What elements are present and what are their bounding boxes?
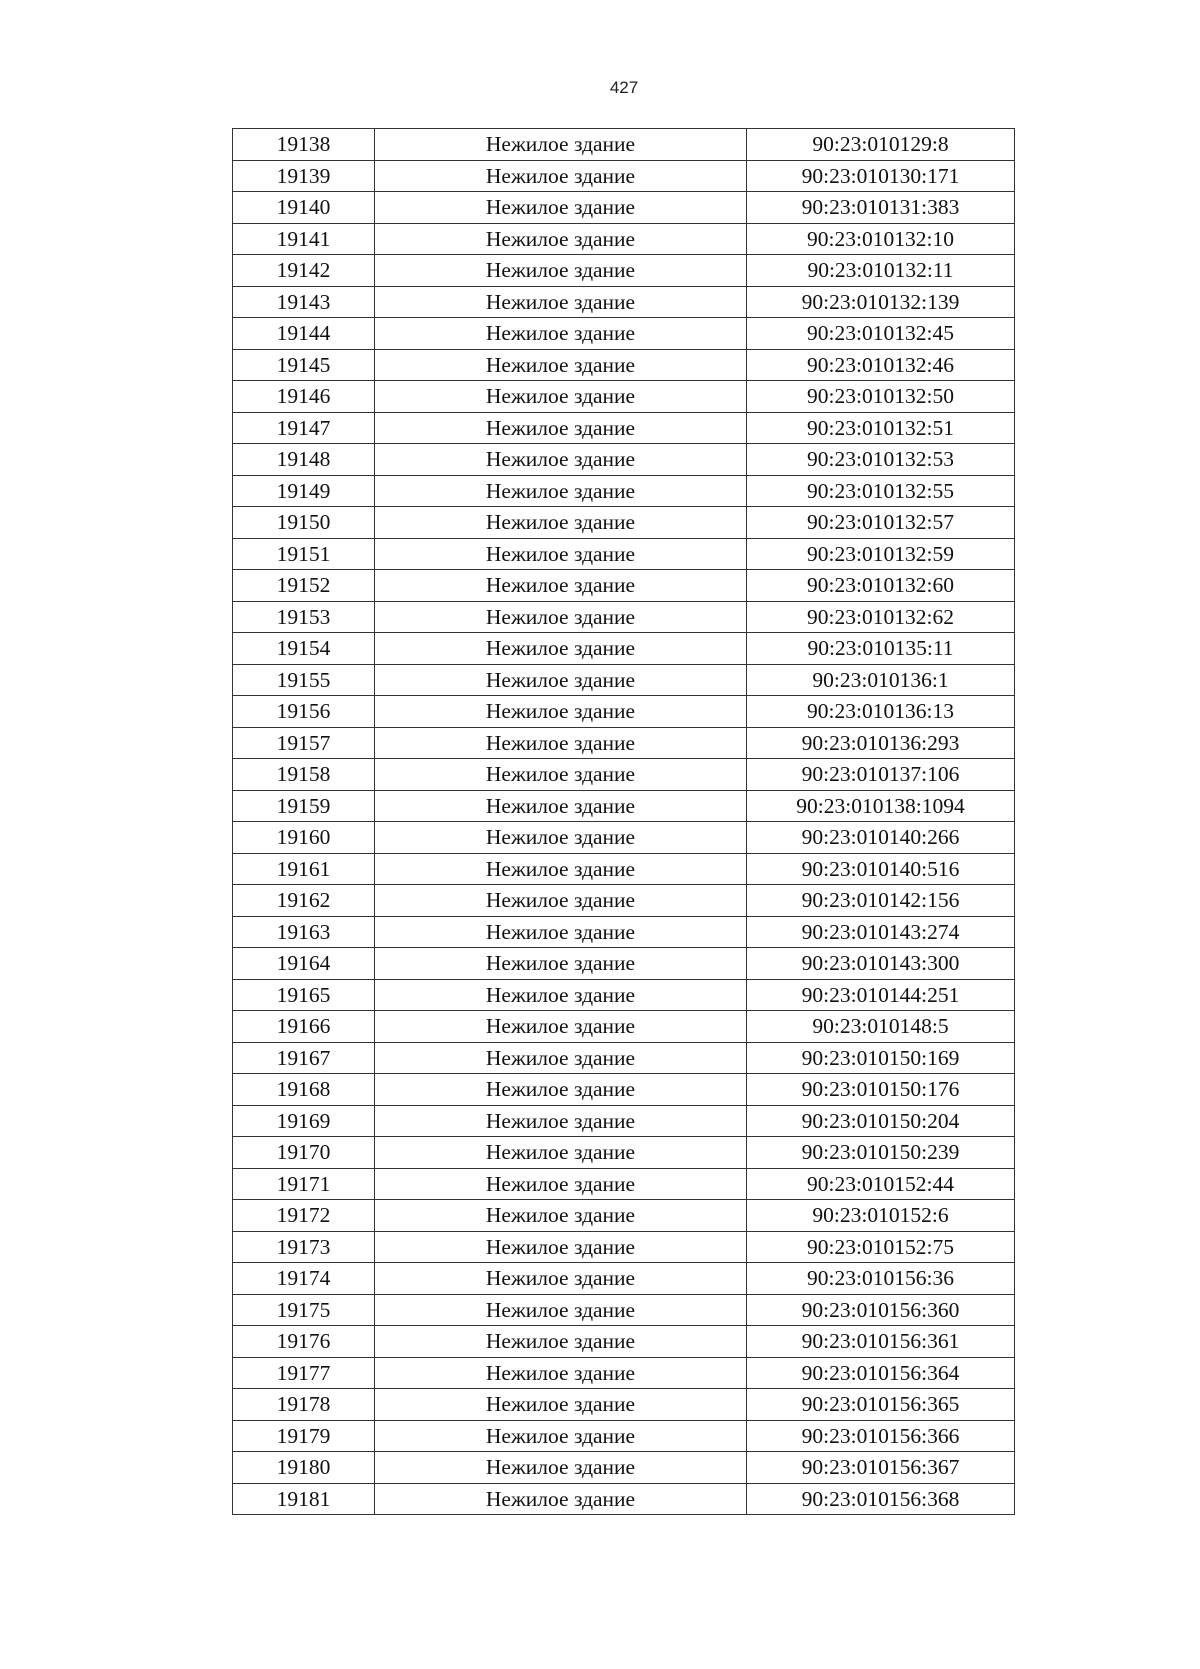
table-row	[233, 633, 1015, 665]
table-row	[233, 570, 1015, 602]
table-row	[233, 601, 1015, 633]
object-type-cell: Нежилое здание	[375, 192, 747, 224]
table-row	[233, 853, 1015, 885]
object-type-cell: Нежилое здание	[375, 885, 747, 917]
object-type-cell: Нежилое здание	[375, 223, 747, 255]
row-number-cell: 19172	[233, 1200, 375, 1232]
object-type-cell: Нежилое здание	[375, 664, 747, 696]
row-number-cell: 19154	[233, 633, 375, 665]
object-type-cell: Нежилое здание	[375, 286, 747, 318]
row-number-cell: 19173	[233, 1231, 375, 1263]
object-type-cell: Нежилое здание	[375, 1011, 747, 1043]
cadastral-number-cell: 90:23:010156:367	[747, 1452, 1015, 1484]
row-number-cell: 19147	[233, 412, 375, 444]
row-number-cell: 19169	[233, 1105, 375, 1137]
table-row	[233, 318, 1015, 350]
row-number-cell: 19144	[233, 318, 375, 350]
cadastral-number-cell: 90:23:010138:1094	[747, 790, 1015, 822]
cadastral-number-cell: 90:23:010132:51	[747, 412, 1015, 444]
cadastral-number-cell: 90:23:010150:239	[747, 1137, 1015, 1169]
cadastral-number-cell: 90:23:010135:11	[747, 633, 1015, 665]
cadastral-number-cell: 90:23:010150:204	[747, 1105, 1015, 1137]
table-row	[233, 444, 1015, 476]
table-row	[233, 349, 1015, 381]
table-row	[233, 727, 1015, 759]
object-type-cell: Нежилое здание	[375, 696, 747, 728]
row-number-cell: 19171	[233, 1168, 375, 1200]
object-type-cell: Нежилое здание	[375, 601, 747, 633]
row-number-cell: 19146	[233, 381, 375, 413]
cadastral-number-cell: 90:23:010132:139	[747, 286, 1015, 318]
cadastral-number-cell: 90:23:010156:368	[747, 1483, 1015, 1515]
cadastral-number-cell: 90:23:010132:60	[747, 570, 1015, 602]
object-type-cell: Нежилое здание	[375, 1074, 747, 1106]
table-row	[233, 696, 1015, 728]
object-type-cell: Нежилое здание	[375, 1231, 747, 1263]
cadastral-number-cell: 90:23:010144:251	[747, 979, 1015, 1011]
table-row	[233, 885, 1015, 917]
table-row	[233, 160, 1015, 192]
object-type-cell: Нежилое здание	[375, 1042, 747, 1074]
object-type-cell: Нежилое здание	[375, 979, 747, 1011]
table-row	[233, 1263, 1015, 1295]
table-row	[233, 1074, 1015, 1106]
cadastral-number-cell: 90:23:010132:55	[747, 475, 1015, 507]
row-number-cell: 19159	[233, 790, 375, 822]
cadastral-number-cell: 90:23:010132:59	[747, 538, 1015, 570]
cadastral-number-cell: 90:23:010129:8	[747, 129, 1015, 161]
table-row	[233, 979, 1015, 1011]
row-number-cell: 19170	[233, 1137, 375, 1169]
cadastral-number-cell: 90:23:010152:44	[747, 1168, 1015, 1200]
object-type-cell: Нежилое здание	[375, 948, 747, 980]
cadastral-number-cell: 90:23:010132:62	[747, 601, 1015, 633]
row-number-cell: 19141	[233, 223, 375, 255]
row-number-cell: 19161	[233, 853, 375, 885]
object-type-cell: Нежилое здание	[375, 475, 747, 507]
row-number-cell: 19174	[233, 1263, 375, 1295]
table-row	[233, 1042, 1015, 1074]
object-type-cell: Нежилое здание	[375, 790, 747, 822]
row-number-cell: 19165	[233, 979, 375, 1011]
object-type-cell: Нежилое здание	[375, 1326, 747, 1358]
table-row	[233, 1105, 1015, 1137]
table-row	[233, 1357, 1015, 1389]
cadastral-number-cell: 90:23:010137:106	[747, 759, 1015, 791]
table-row	[233, 475, 1015, 507]
table-row	[233, 1137, 1015, 1169]
row-number-cell: 19162	[233, 885, 375, 917]
cadastral-number-cell: 90:23:010156:366	[747, 1420, 1015, 1452]
object-type-cell: Нежилое здание	[375, 381, 747, 413]
cadastral-number-cell: 90:23:010152:6	[747, 1200, 1015, 1232]
cadastral-number-cell: 90:23:010143:300	[747, 948, 1015, 980]
registry-table-body	[233, 129, 1015, 1515]
object-type-cell: Нежилое здание	[375, 1168, 747, 1200]
cadastral-number-cell: 90:23:010132:50	[747, 381, 1015, 413]
row-number-cell: 19175	[233, 1294, 375, 1326]
table-row	[233, 1452, 1015, 1484]
table-row	[233, 1326, 1015, 1358]
row-number-cell: 19142	[233, 255, 375, 287]
object-type-cell: Нежилое здание	[375, 1452, 747, 1484]
registry-table	[232, 128, 1015, 1515]
object-type-cell: Нежилое здание	[375, 1105, 747, 1137]
row-number-cell: 19166	[233, 1011, 375, 1043]
table-row	[233, 192, 1015, 224]
cadastral-number-cell: 90:23:010132:11	[747, 255, 1015, 287]
table-row	[233, 1200, 1015, 1232]
table-row	[233, 412, 1015, 444]
table-row	[233, 1389, 1015, 1421]
cadastral-number-cell: 90:23:010156:36	[747, 1263, 1015, 1295]
cadastral-number-cell: 90:23:010142:156	[747, 885, 1015, 917]
object-type-cell: Нежилое здание	[375, 1137, 747, 1169]
table-row	[233, 916, 1015, 948]
row-number-cell: 19181	[233, 1483, 375, 1515]
table-row	[233, 381, 1015, 413]
row-number-cell: 19168	[233, 1074, 375, 1106]
table-row	[233, 1168, 1015, 1200]
table-row	[233, 790, 1015, 822]
cadastral-number-cell: 90:23:010132:53	[747, 444, 1015, 476]
row-number-cell: 19156	[233, 696, 375, 728]
row-number-cell: 19140	[233, 192, 375, 224]
table-row	[233, 507, 1015, 539]
cadastral-number-cell: 90:23:010136:293	[747, 727, 1015, 759]
row-number-cell: 19148	[233, 444, 375, 476]
page-number: 427	[609, 78, 639, 97]
object-type-cell: Нежилое здание	[375, 129, 747, 161]
object-type-cell: Нежилое здание	[375, 853, 747, 885]
cadastral-number-cell: 90:23:010130:171	[747, 160, 1015, 192]
row-number-cell: 19180	[233, 1452, 375, 1484]
row-number-cell: 19164	[233, 948, 375, 980]
row-number-cell: 19143	[233, 286, 375, 318]
row-number-cell: 19163	[233, 916, 375, 948]
table-row	[233, 759, 1015, 791]
object-type-cell: Нежилое здание	[375, 916, 747, 948]
object-type-cell: Нежилое здание	[375, 1200, 747, 1232]
row-number-cell: 19151	[233, 538, 375, 570]
table-row	[233, 255, 1015, 287]
object-type-cell: Нежилое здание	[375, 160, 747, 192]
object-type-cell: Нежилое здание	[375, 633, 747, 665]
object-type-cell: Нежилое здание	[375, 1389, 747, 1421]
row-number-cell: 19153	[233, 601, 375, 633]
object-type-cell: Нежилое здание	[375, 727, 747, 759]
row-number-cell: 19145	[233, 349, 375, 381]
cadastral-number-cell: 90:23:010131:383	[747, 192, 1015, 224]
table-row	[233, 948, 1015, 980]
cadastral-number-cell: 90:23:010132:57	[747, 507, 1015, 539]
object-type-cell: Нежилое здание	[375, 412, 747, 444]
table-row	[233, 664, 1015, 696]
cadastral-number-cell: 90:23:010136:13	[747, 696, 1015, 728]
cadastral-number-cell: 90:23:010140:266	[747, 822, 1015, 854]
object-type-cell: Нежилое здание	[375, 822, 747, 854]
object-type-cell: Нежилое здание	[375, 1294, 747, 1326]
row-number-cell: 19152	[233, 570, 375, 602]
table-row	[233, 1231, 1015, 1263]
cadastral-number-cell: 90:23:010156:364	[747, 1357, 1015, 1389]
table-row	[233, 822, 1015, 854]
object-type-cell: Нежилое здание	[375, 1263, 747, 1295]
object-type-cell: Нежилое здание	[375, 1420, 747, 1452]
row-number-cell: 19179	[233, 1420, 375, 1452]
cadastral-number-cell: 90:23:010156:365	[747, 1389, 1015, 1421]
table-row	[233, 538, 1015, 570]
row-number-cell: 19138	[233, 129, 375, 161]
cadastral-number-cell: 90:23:010136:1	[747, 664, 1015, 696]
cadastral-number-cell: 90:23:010150:169	[747, 1042, 1015, 1074]
cadastral-number-cell: 90:23:010132:45	[747, 318, 1015, 350]
row-number-cell: 19160	[233, 822, 375, 854]
row-number-cell: 19150	[233, 507, 375, 539]
cadastral-number-cell: 90:23:010156:360	[747, 1294, 1015, 1326]
object-type-cell: Нежилое здание	[375, 538, 747, 570]
row-number-cell: 19158	[233, 759, 375, 791]
object-type-cell: Нежилое здание	[375, 444, 747, 476]
cadastral-number-cell: 90:23:010143:274	[747, 916, 1015, 948]
object-type-cell: Нежилое здание	[375, 1357, 747, 1389]
object-type-cell: Нежилое здание	[375, 507, 747, 539]
row-number-cell: 19177	[233, 1357, 375, 1389]
object-type-cell: Нежилое здание	[375, 255, 747, 287]
object-type-cell: Нежилое здание	[375, 1483, 747, 1515]
row-number-cell: 19139	[233, 160, 375, 192]
table-row	[233, 1294, 1015, 1326]
object-type-cell: Нежилое здание	[375, 318, 747, 350]
table-row	[233, 1420, 1015, 1452]
row-number-cell: 19167	[233, 1042, 375, 1074]
table-row	[233, 129, 1015, 161]
cadastral-number-cell: 90:23:010132:46	[747, 349, 1015, 381]
table-row	[233, 1011, 1015, 1043]
cadastral-number-cell: 90:23:010156:361	[747, 1326, 1015, 1358]
cadastral-number-cell: 90:23:010152:75	[747, 1231, 1015, 1263]
cadastral-number-cell: 90:23:010132:10	[747, 223, 1015, 255]
object-type-cell: Нежилое здание	[375, 570, 747, 602]
row-number-cell: 19176	[233, 1326, 375, 1358]
table-row	[233, 286, 1015, 318]
table-row	[233, 1483, 1015, 1515]
row-number-cell: 19178	[233, 1389, 375, 1421]
row-number-cell: 19149	[233, 475, 375, 507]
object-type-cell: Нежилое здание	[375, 349, 747, 381]
cadastral-number-cell: 90:23:010150:176	[747, 1074, 1015, 1106]
row-number-cell: 19155	[233, 664, 375, 696]
table-row	[233, 223, 1015, 255]
cadastral-number-cell: 90:23:010140:516	[747, 853, 1015, 885]
row-number-cell: 19157	[233, 727, 375, 759]
cadastral-number-cell: 90:23:010148:5	[747, 1011, 1015, 1043]
object-type-cell: Нежилое здание	[375, 759, 747, 791]
